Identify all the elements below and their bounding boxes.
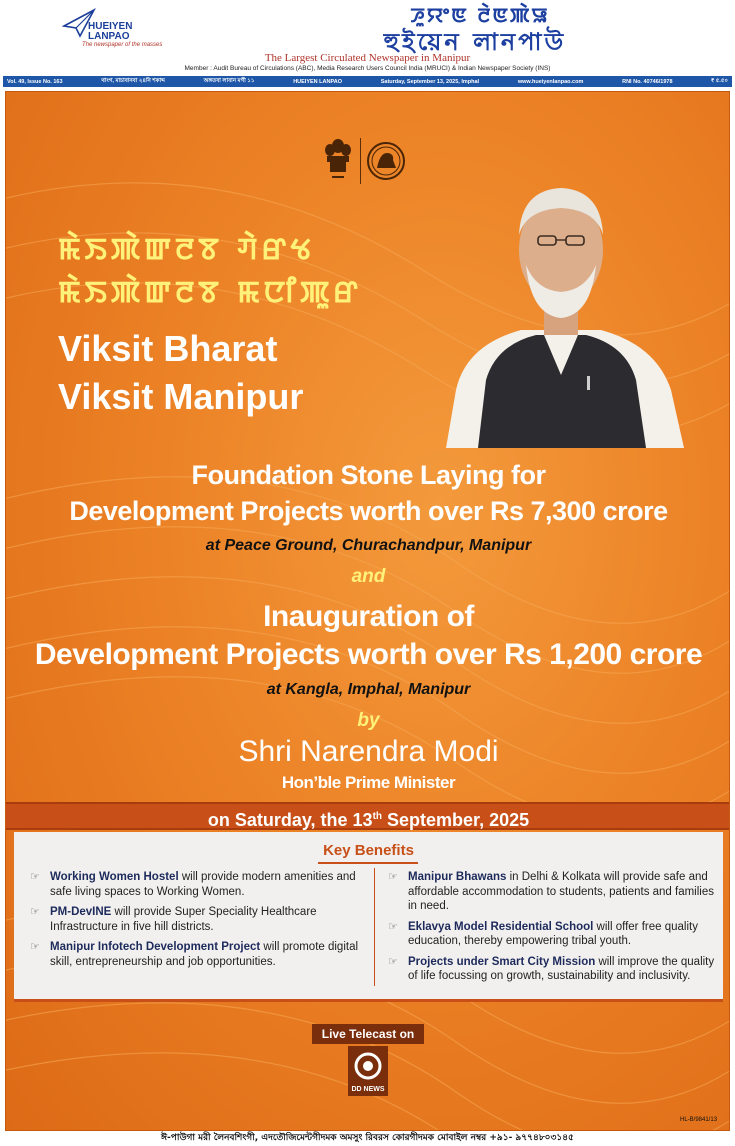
benefit-description: will provide modern amenities and safe living spaces to Working Women. — [50, 871, 356, 898]
paper-name: HUEIYEN LANPAO — [293, 78, 342, 85]
benefits-left-column — [30, 870, 360, 975]
prime-minister-portrait — [426, 140, 696, 448]
pointing-hand-icon: ☞ — [388, 920, 398, 933]
event-date-strip — [6, 802, 730, 830]
pointing-hand-icon: ☞ — [388, 871, 398, 883]
key-benefits-title: Key Benefits — [323, 842, 414, 859]
issue-date: Saturday, September 13, 2025, Imphal — [380, 78, 480, 85]
foundation-headline-line1: Foundation Stone Laying for — [191, 460, 546, 490]
benefit-item — [388, 955, 718, 984]
viksit-manipur-heading: Viksit Manipur — [58, 376, 304, 417]
logo-wordmark: HUEIYEN LANPAO — [88, 21, 133, 42]
masthead — [0, 0, 735, 90]
masthead-member-line: Member : Audit Bureau of Circulations (ABC), Media Research Users Council India (MRUCI) & Indian Newspaper Society (INS) — [184, 65, 551, 72]
benefit-name: Manipur Infotech Development Project — [50, 941, 261, 953]
dd-news-label: DD NEWS — [351, 1086, 385, 1093]
benefits-column-divider — [374, 868, 375, 986]
national-emblem-icon — [322, 136, 354, 184]
inauguration-headline-line2: Development Projects worth over Rs 1,200 crore — [34, 638, 703, 671]
pointing-hand-icon: ☞ — [30, 906, 40, 918]
volume-issue: Vol. 49, Issue No. 163 — [7, 78, 63, 85]
live-telecast-label: Live Telecast on — [312, 1024, 424, 1044]
benefit-name: Working Women Hostel — [50, 871, 179, 883]
benefit-item — [30, 940, 360, 969]
pointing-hand-icon: ☞ — [30, 871, 40, 883]
masthead-info-bar — [3, 76, 732, 87]
advertisement-panel — [5, 91, 730, 1131]
pointing-hand-icon: ☞ — [30, 941, 40, 953]
local-date: থাংগ, মাচাবানবা ২৪নি শকাব্দ — [101, 77, 165, 84]
person-name: Shri Narendra Modi — [238, 735, 499, 768]
benefit-description: will improve the quality of life focussing on growth, sustainability and inclusivity. — [408, 955, 715, 982]
and-connector: and — [351, 566, 386, 587]
viksit-bharat-heading: Viksit Bharat — [58, 328, 278, 369]
benefit-description: will offer free quality education, thereby empowering tribal youth. — [408, 920, 698, 947]
venue-churachandpur: at Peace Ground, Churachandpur, Manipur — [205, 537, 532, 554]
local-day: অঙ্গতবা লাবান মগী ১১ — [203, 77, 255, 84]
ad-reference-code: HL-B/9841/13 — [680, 1117, 718, 1123]
dd-news-logo-icon — [338, 1046, 398, 1096]
benefit-description: in Delhi & Kolkata will provide safe and affordable accommodation to students, patients and families in need. — [408, 871, 714, 912]
benefit-item — [388, 920, 718, 949]
benefit-item — [388, 870, 718, 914]
benefit-description: will provide Super Speciality Healthcare Infrastructure in five hill districts. — [50, 906, 317, 933]
rni-number: RNI No. 40746/1978 — [622, 78, 673, 85]
key-benefits-box — [14, 832, 723, 1002]
by-connector: by — [357, 710, 380, 731]
meetei-headline-line1: ꯃꯥꯏꯄꯥꯛꯂꯕ ꯚꯥꯔꯠ — [58, 232, 315, 267]
benefit-item — [30, 905, 360, 934]
event-date-prefix: on Saturday, the 13 — [207, 810, 373, 830]
masthead-tagline: The Largest Circulated Newspaper in Manipur — [264, 52, 471, 64]
event-date-suffix-ordinal: th — [372, 811, 383, 822]
benefit-description: will promote digital skill, entrepreneurship and job opportunities. — [50, 941, 359, 968]
event-date-rest: September, 2025 — [382, 810, 530, 830]
price: ₹ ৫.৫০ — [711, 77, 728, 84]
benefit-name: Eklavya Model Residential School — [408, 920, 594, 933]
benefit-item — [30, 870, 360, 899]
masthead-title-bengali: হুইয়েন লানপাউ — [383, 27, 567, 56]
website-link[interactable]: www.hueiyenlanpao.com — [517, 78, 584, 85]
foundation-headline-line2: Development Projects worth over Rs 7,300 crore — [69, 496, 668, 526]
newspaper-logo[interactable] — [62, 6, 163, 50]
footer-contact-line: ঈ-পাউগা মরী লৈনবশিংগী, এদতৌজিমেন্টগীদমক অমসুং রিবরস কোরগীদমক মোবাইল নম্বর +৯১- ৯৭৭৪৮০৩১৪৫ — [161, 1133, 574, 1143]
pointing-hand-icon: ☞ — [388, 955, 398, 968]
benefit-name: PM-DevINE — [50, 906, 112, 918]
inauguration-headline-line1: Inauguration of — [263, 600, 474, 633]
key-benefits-underline — [318, 862, 418, 864]
emblem-divider — [360, 138, 361, 184]
benefits-right-column — [388, 870, 718, 990]
benefit-name: Projects under Smart City Mission — [408, 955, 596, 968]
logo-tagline: The newspaper of the masses — [82, 42, 163, 48]
person-title: Hon’ble Prime Minister — [281, 773, 456, 792]
manipur-state-seal-icon — [366, 138, 406, 184]
masthead-title-meetei: ꯍꯨꯌꯦꯟ ꯂꯥꯟꯄꯥꯎ — [410, 3, 550, 27]
benefit-name: Manipur Bhawans — [408, 871, 507, 883]
meetei-headline-line2: ꯃꯥꯏꯄꯥꯛꯂꯕ ꯃꯅꯤꯄꯨꯔ — [58, 275, 362, 310]
venue-kangla: at Kangla, Imphal, Manipur — [266, 681, 471, 698]
